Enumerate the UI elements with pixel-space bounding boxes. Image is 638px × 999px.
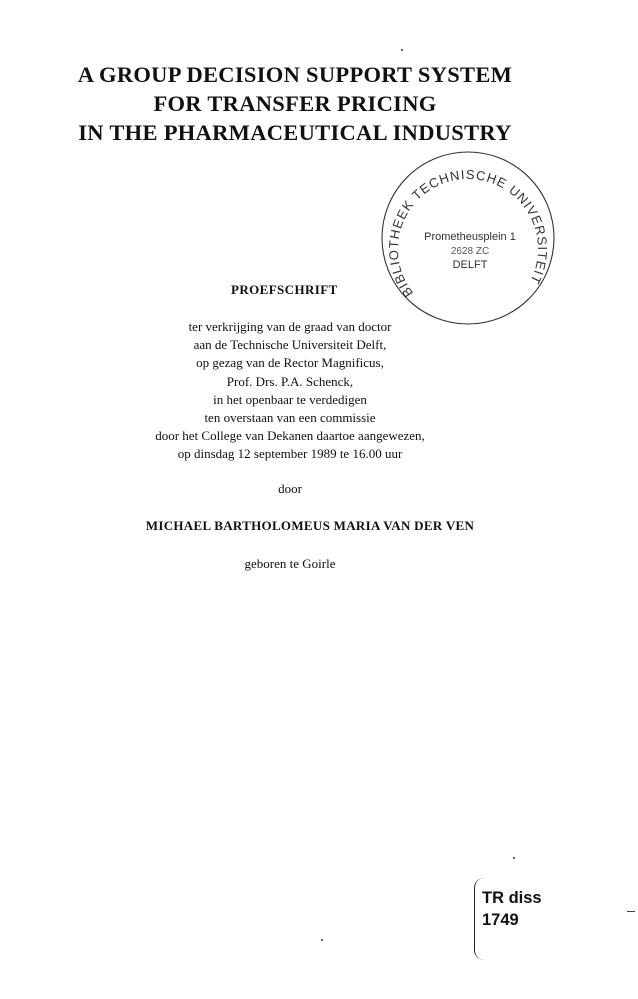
call-number-line-1: TR diss bbox=[482, 889, 542, 907]
birthplace-line: geboren te Goirle bbox=[244, 556, 336, 571]
call-number-label bbox=[482, 887, 542, 931]
proefschrift-text bbox=[0, 318, 580, 464]
thesis-title-line-3: IN THE PHARMACEUTICAL INDUSTRY bbox=[78, 120, 512, 145]
thesis-title-line-1: A GROUP DECISION SUPPORT SYSTEM bbox=[77, 62, 513, 87]
scan-edge-mark bbox=[627, 911, 635, 912]
library-stamp-seal bbox=[378, 148, 558, 328]
stamp-ring-text: BIBLIOTHEEK TECHNISCHE UNIVERSITEIT bbox=[385, 166, 551, 301]
thesis-title bbox=[0, 60, 590, 147]
proefschrift-line-7: door het College van Dekanen daartoe aangewezen, bbox=[155, 428, 425, 444]
proefschrift-line-3: op gezag van de Rector Magnificus, bbox=[196, 355, 384, 371]
proefschrift-line-5: in het openbaar te verdedigen bbox=[213, 391, 367, 407]
scan-speck bbox=[513, 857, 515, 859]
proefschrift-line-4: Prof. Drs. P.A. Schenck, bbox=[226, 373, 354, 389]
proefschrift-heading: PROEFSCHRIFT bbox=[231, 282, 338, 297]
call-number-line-2: 1749 bbox=[482, 911, 519, 929]
proefschrift-line-6: ten overstaan van een commissie bbox=[204, 410, 376, 426]
author-name: MICHAEL BARTHOLOMEUS MARIA VAN DER VEN bbox=[145, 518, 475, 533]
proefschrift-line-2: aan de Technische Universiteit Delft, bbox=[193, 337, 387, 353]
thesis-title-line-2: FOR TRANSFER PRICING bbox=[153, 91, 437, 116]
stamp-address-line-3: DELFT bbox=[452, 259, 488, 271]
proefschrift-line-1: ter verkrijging van de graad van doctor bbox=[188, 319, 392, 334]
library-stamp bbox=[378, 148, 558, 328]
door-label: door bbox=[278, 481, 302, 496]
stamp-address-line-1: Prometheusplein 1 bbox=[424, 231, 516, 243]
scan-speck bbox=[401, 49, 403, 51]
stamp-address-line-2: 2628 ZC bbox=[450, 246, 490, 257]
scan-speck bbox=[321, 939, 323, 941]
proefschrift-line-8: op dinsdag 12 september 1989 te 16.00 uur bbox=[177, 446, 403, 462]
